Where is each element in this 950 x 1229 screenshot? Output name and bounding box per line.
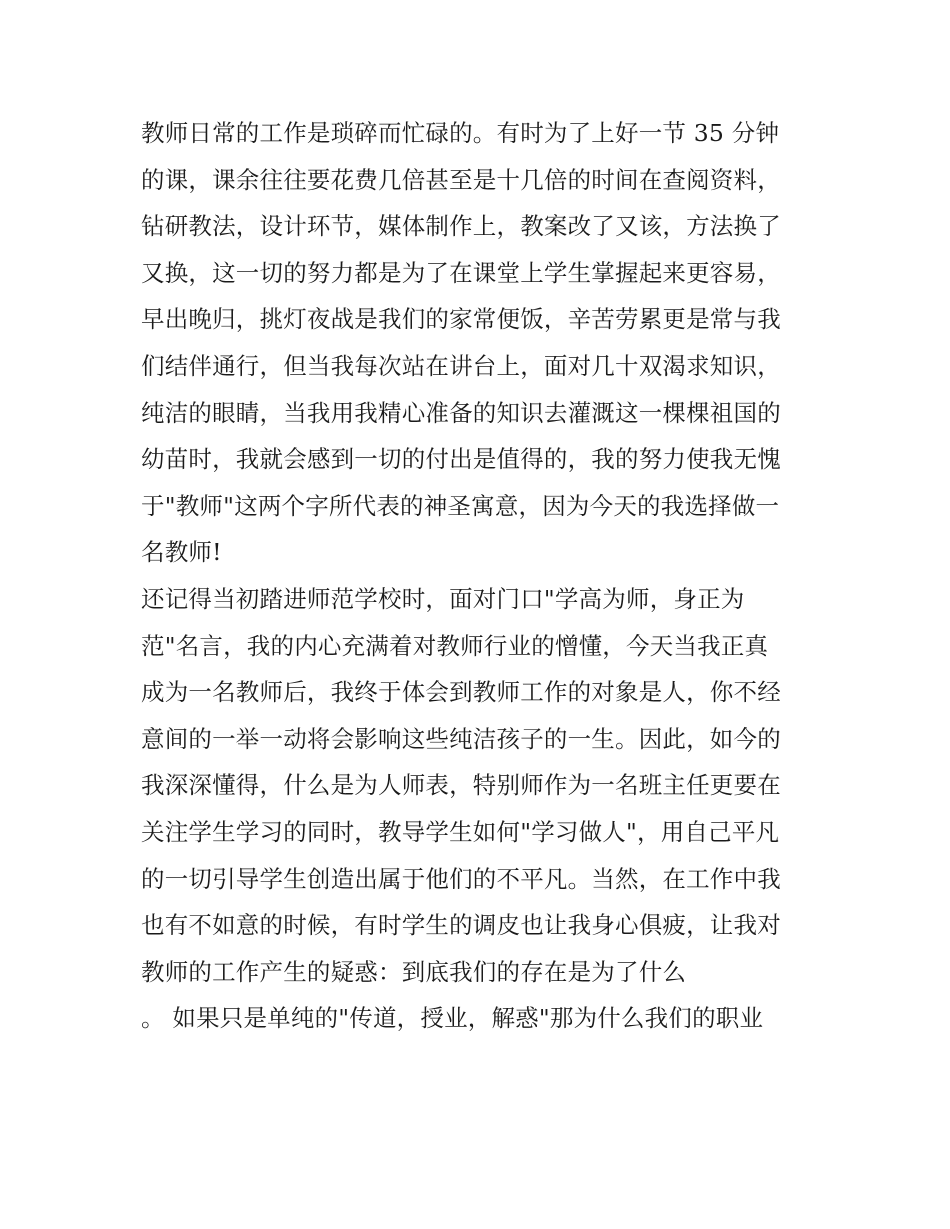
text-line: 教师的工作产生的疑惑：到底我们的存在是为了什么 xyxy=(141,957,687,986)
text-line: 我深深懂得，什么是为人师表，特别师作为一名班主任更要在 xyxy=(141,771,781,800)
text-line: 教师日常的工作是琐碎而忙碌的。有时为了上好一节 35 分钟 xyxy=(141,119,780,147)
text-line: 纯洁的眼睛，当我用我精心准备的知识去灌溉这一棵棵祖国的 xyxy=(141,398,781,427)
text-line: 名教师! xyxy=(141,538,222,567)
text-line: 。 如果只是单纯的"传道，授业，解惑"那为什么我们的职业 xyxy=(141,1004,764,1033)
text-line: 的一切引导学生创造出属于他们的不平凡。当然，在工作中我 xyxy=(141,864,781,893)
document-body xyxy=(141,110,821,1042)
text-line: 范"名言，我的内心充满着对教师行业的憎懂，今天当我正真 xyxy=(141,631,769,660)
text-line: 还记得当初踏进师范学校时，面对门口"学高为师，身正为 xyxy=(141,584,745,613)
text-line: 的课，课余往往要花费几倍甚至是十几倍的时间在查阅资料， xyxy=(141,165,781,194)
text-line: 幼苗时，我就会感到一切的付出是值得的，我的努力使我无愧 xyxy=(141,445,781,474)
text-line: 意间的一举一动将会影响这些纯洁孩子的一生。因此，如今的 xyxy=(141,724,781,753)
text-line: 钻研教法，设计环节，媒体制作上，教案改了又该，方法换了 xyxy=(141,212,781,241)
text-line: 们结伴通行，但当我每次站在讲台上，面对几十双渴求知识， xyxy=(141,351,781,380)
text-line: 关注学生学习的同时，教导学生如何"学习做人"，用自己平凡 xyxy=(141,817,780,846)
text-line: 早出晚归，挑灯夜战是我们的家常便饭，辛苦劳累更是常与我 xyxy=(141,305,781,334)
text-line: 于"教师"这两个字所代表的神圣寓意，因为今天的我选择做一 xyxy=(141,491,780,520)
text-line: 成为一名教师后，我终于体会到教师工作的对象是人，你不经 xyxy=(141,678,781,707)
text-line: 又换，这一切的努力都是为了在课堂上学生掌握起来更容易， xyxy=(141,258,781,287)
text-line: 也有不如意的时候，有时学生的调皮也让我身心俱疲，让我对 xyxy=(141,911,781,940)
